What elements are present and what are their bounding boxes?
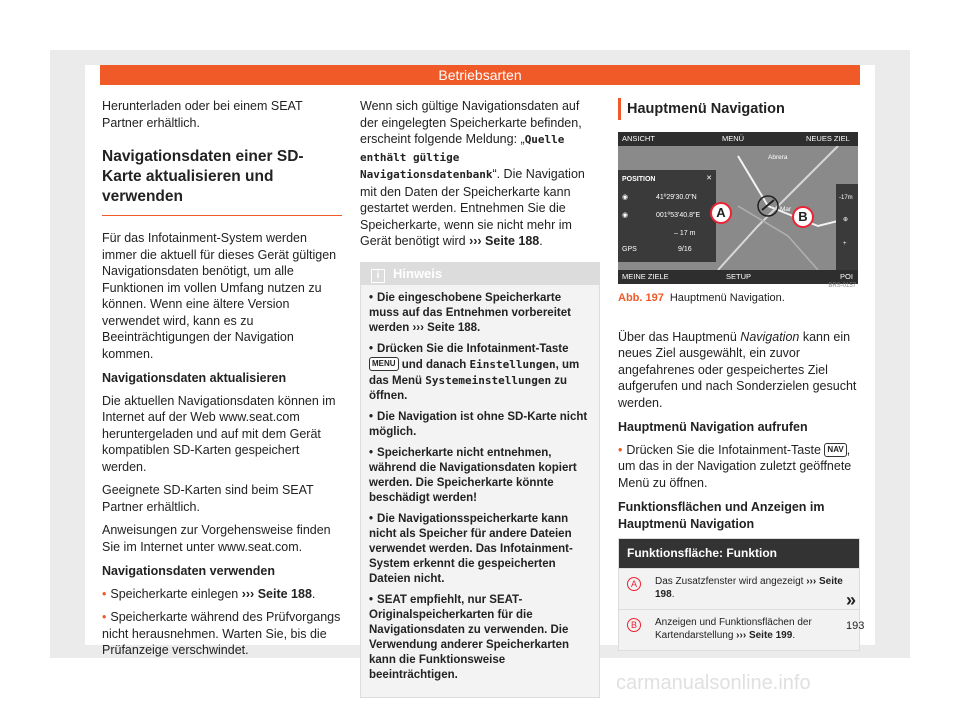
- paragraph: Anweisungen zur Vorgehensweise finden Sie im Internet unter www.seat.com.: [102, 523, 331, 554]
- text: Drücken Sie die Infotainment-Taste: [377, 342, 569, 355]
- text: “. Die Navigation mit den Daten der Speicherkarte kann gestartet werden. Entnehmen Sie die Speicherkarte, wenn sie nicht mehr im Gerät benötigt wird: [360, 167, 585, 248]
- map-town-label: Mar: [780, 206, 792, 213]
- column-right: [618, 98, 860, 651]
- note-item: • SEAT empfiehlt, nur SEAT-Originalspeicherkarten für die Navigationsdaten zu verwenden. Die Verwendung anderer Speicherkarten kann die Funktionsweise beeinträchtigen.: [369, 593, 591, 683]
- menu-text: Systemeinstellungen: [425, 373, 552, 387]
- altitude-value: – 17 m: [674, 230, 696, 237]
- page-reference-link[interactable]: ››› Seite 188: [469, 234, 540, 248]
- compass-icon[interactable]: ⊕: [843, 217, 849, 223]
- row-text: [655, 616, 853, 642]
- list-item: • Speicherkarte während des Prüfvorgangs nicht herausnehmen. Warten Sie, bis die Prüfanzeige verschwindet.: [102, 609, 342, 659]
- callout-b: B: [792, 206, 814, 228]
- text: Anzeigen und Funktionsflächen der Kartendarstellung: [655, 616, 812, 641]
- screen-bottom-bar: [618, 270, 858, 284]
- caption-text: Hauptmenü Navigation.: [669, 292, 785, 304]
- longitude-value: 001º53'40.8"E: [656, 212, 701, 219]
- punct: .: [539, 234, 543, 248]
- text: Die eingeschobene Speicherkarte muss auf das Entnehmen vorbereitet werden: [369, 291, 571, 334]
- altitude-small: -17m: [839, 195, 853, 201]
- intro-text: Herunterladen oder bei einem SEAT Partner erhältlich.: [102, 99, 303, 130]
- note-box: [360, 262, 600, 698]
- emphasis: Navigation: [740, 329, 800, 344]
- figure-number: Abb. 197: [618, 292, 664, 304]
- column-middle: [360, 98, 600, 698]
- text: Wenn sich gültige Navigationsdaten auf der eingelegten Speicherkarte befinden, erscheint folgende Meldung: „: [360, 99, 582, 146]
- paragraph: Die aktuellen Navigationsdaten können im Internet auf der Web www.seat.com heruntergeladen und auf mit dem Gerät kompatiblen SD-Karten gespeichert werden.: [102, 393, 336, 474]
- note-header: [361, 263, 599, 285]
- table-row: [619, 609, 859, 650]
- text: , um das in der Navigation zuletzt geöffnete Menü zu öffnen.: [618, 442, 852, 490]
- paragraph: [618, 329, 860, 412]
- watermark: carmanualsonline.info: [616, 672, 811, 694]
- globe-icon: ◉: [622, 194, 629, 201]
- punct: .: [477, 321, 481, 334]
- message-text: Quelle enthält gültige Navigationsdatenbank: [360, 133, 565, 181]
- table-row: [619, 568, 859, 609]
- punct: .: [671, 588, 675, 600]
- punct: .: [792, 629, 796, 641]
- close-icon[interactable]: ✕: [706, 175, 712, 182]
- text: Über das Hauptmenü: [618, 329, 741, 344]
- figure-code: BRS-0157: [828, 282, 856, 289]
- subheading-update: Navigationsdaten aktualisieren: [102, 371, 287, 385]
- text: Das Zusatzfenster wird angezeigt: [655, 575, 807, 587]
- navigation-screen-figure: [618, 132, 858, 289]
- figure-caption: [618, 290, 860, 307]
- row-marker: A: [627, 577, 641, 591]
- subheading-open: Hauptmenü Navigation aufrufen: [618, 420, 808, 434]
- section-title: Hauptmenü Navigation: [618, 98, 860, 120]
- position-title: POSITION: [622, 176, 656, 183]
- page-reference-link[interactable]: ››› Seite 188: [412, 321, 478, 334]
- text: und danach: [398, 358, 470, 371]
- column-left: [102, 98, 342, 666]
- continue-marker: »: [846, 590, 857, 610]
- paragraph: Für das Infotainment-System werden immer die aktuell für dieses Gerät gültigen Navigationsdaten benötigt, um alle Funktionen im vollen Umfang nutzen zu können. Wenn eine ältere Version verwendet wird, kann es zu Beeinträchtigungen der Navigation kommen.: [102, 231, 337, 361]
- setup-button[interactable]: SETUP: [726, 272, 752, 281]
- text: zu öffnen.: [369, 374, 568, 402]
- menu-button[interactable]: MENÜ: [722, 134, 745, 143]
- nav-key-icon: NAV: [824, 443, 846, 457]
- subheading-use: Navigationsdaten verwenden: [102, 564, 275, 578]
- page-reference-link[interactable]: ››› Seite 199: [736, 629, 793, 641]
- callout-a: A: [710, 202, 732, 224]
- table-header: Funktionsfläche: Funktion: [619, 539, 859, 568]
- section-title: Navigationsdaten einer SD-Karte aktualisieren und verwenden: [102, 147, 342, 216]
- map-side-controls: [836, 184, 858, 270]
- paragraph: [360, 98, 600, 250]
- punct: .: [311, 586, 316, 601]
- subheading-functions: Funktionsflächen und Anzeigen im Hauptmenü Navigation: [618, 500, 825, 531]
- my-destinations-button[interactable]: MEINE ZIELE: [622, 272, 669, 281]
- row-text: [655, 575, 853, 601]
- row-marker: B: [627, 618, 641, 632]
- menu-text: Einstellungen: [469, 357, 556, 371]
- latitude-value: 41º29'30.0"N: [656, 194, 697, 201]
- text: kann ein neues Ziel ausgewählt, ein zuvor angefahrenes oder gespeichertes Ziel aufgerufen und nach Sonderzielen gesucht werden.: [618, 329, 857, 410]
- text: Drücken Sie die Infotainment-Taste: [626, 442, 825, 457]
- info-icon: i: [371, 269, 385, 283]
- page-number: 193: [846, 620, 865, 632]
- note-title: Hinweis: [393, 265, 443, 281]
- note-body: [361, 285, 599, 697]
- list-item-text: Speicherkarte einlegen: [110, 586, 242, 601]
- globe-icon: ◉: [622, 212, 629, 219]
- function-table: [618, 538, 860, 651]
- note-item: • Die Navigationsspeicherkarte kann nicht als Speicher für andere Dateien verwendet werden. Das Infotainment-System erkennt die gespeicherten Dateien nicht.: [369, 512, 591, 587]
- position-panel: [618, 170, 716, 262]
- screen-top-bar: [618, 132, 858, 146]
- list-item: [618, 442, 860, 492]
- view-button[interactable]: ANSICHT: [622, 134, 655, 143]
- paragraph: Geeignete SD-Karten sind beim SEAT Partner erhältlich.: [102, 483, 314, 514]
- map-town-label: Abrera: [768, 154, 788, 161]
- poi-button[interactable]: POI: [840, 272, 853, 281]
- new-destination-button[interactable]: NEUES ZIEL: [806, 134, 850, 143]
- chapter-header: Betriebsarten: [100, 65, 860, 85]
- gps-label: GPS: [622, 246, 637, 253]
- page-reference-link[interactable]: ››› Seite 198: [655, 575, 843, 600]
- menu-key-icon: MENU: [369, 357, 399, 371]
- note-item: [369, 342, 591, 404]
- note-item: • Die Navigation ist ohne SD-Karte nicht möglich.: [369, 410, 591, 440]
- page-reference-link[interactable]: ››› Seite 188: [241, 586, 312, 601]
- zoom-icon[interactable]: +: [843, 241, 847, 247]
- list-item: [102, 586, 342, 603]
- note-item: [369, 291, 591, 336]
- satellite-count: 9/16: [678, 246, 692, 253]
- text: , um das Menü: [369, 358, 580, 387]
- note-item: • Speicherkarte nicht entnehmen, während die Navigationsdaten kopiert werden. Die Speicherkarte könnte beschädigt werden!: [369, 446, 591, 506]
